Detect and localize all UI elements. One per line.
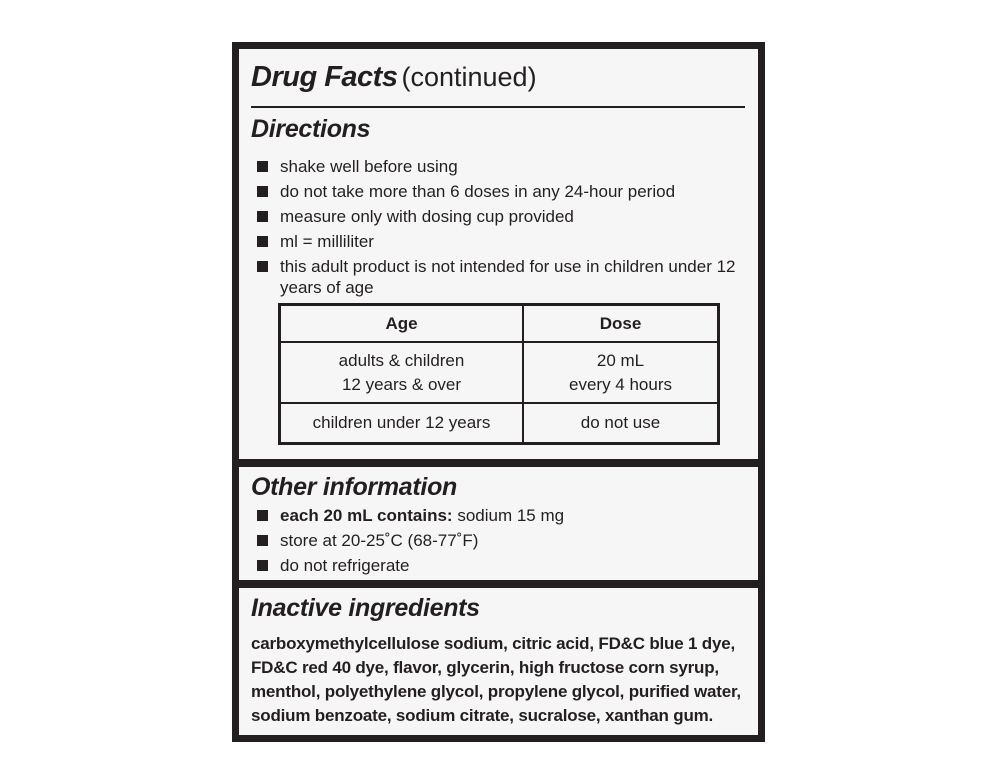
section-divider [239,580,758,588]
list-item [251,156,751,177]
inactive-ingredients-heading: Inactive ingredients [251,594,480,622]
bullet-square-icon [257,261,268,272]
list-item [251,530,751,551]
other-information-list [251,505,751,580]
bullet-square-icon [257,236,268,247]
list-item [251,256,751,298]
bullet-square-icon [257,211,268,222]
item-text: do not refrigerate [280,556,410,575]
inactive-ingredients-section [239,588,758,735]
dose-cell [523,342,719,403]
table-row [280,403,719,444]
list-item [251,505,751,526]
direction-text: ml = milliliter [280,232,374,251]
column-header-dose: Dose [523,305,719,343]
item-text: sodium 15 mg [452,506,565,525]
bullet-square-icon [257,560,268,571]
drug-facts-title [251,61,745,108]
other-information-section [239,467,758,580]
dose-line: every 4 hours [569,374,672,394]
list-item [251,231,751,252]
inactive-ingredients-text: carboxymethylcellulose sodium, citric acid, FD&C blue 1 dye, FD&C red 40 dye, flavor, glycerin, high fructose corn syrup, menthol, polyethylene glycol, propylene glycol, purified water, sodium benzoate, sodium citrate, sucralose, xanthan gum. [251,634,741,725]
other-information-heading: Other information [251,473,458,501]
bullet-square-icon [257,510,268,521]
list-item [251,555,751,576]
direction-text: this adult product is not intended for use in children under 12 years of age [280,257,736,297]
table-row [280,342,719,403]
bullet-square-icon [257,186,268,197]
directions-section [239,49,758,459]
list-item [251,206,751,227]
directions-list [251,156,751,302]
bullet-square-icon [257,535,268,546]
section-divider [239,459,758,467]
direction-text: measure only with dosing cup provided [280,207,574,226]
dosage-table [278,303,720,445]
item-text: store at 20-25˚C (68-77˚F) [280,531,479,550]
direction-text: shake well before using [280,157,458,176]
table-header-row [280,305,719,343]
column-header-age: Age [280,305,524,343]
drug-facts-panel [232,42,765,742]
dose-cell: do not use [523,403,719,444]
list-item [251,181,751,202]
title-continued: (continued) [401,62,537,92]
title-main: Drug Facts [251,61,398,93]
age-line: 12 years & over [341,374,462,394]
dose-line: 20 mL [596,350,645,370]
direction-text: do not take more than 6 doses in any 24-hour period [280,182,676,201]
age-line: adults & children [338,350,465,370]
age-cell [280,342,524,403]
bullet-square-icon [257,161,268,172]
item-label: each 20 mL contains: [280,506,453,525]
age-cell: children under 12 years [280,403,524,444]
directions-heading: Directions [251,115,371,143]
